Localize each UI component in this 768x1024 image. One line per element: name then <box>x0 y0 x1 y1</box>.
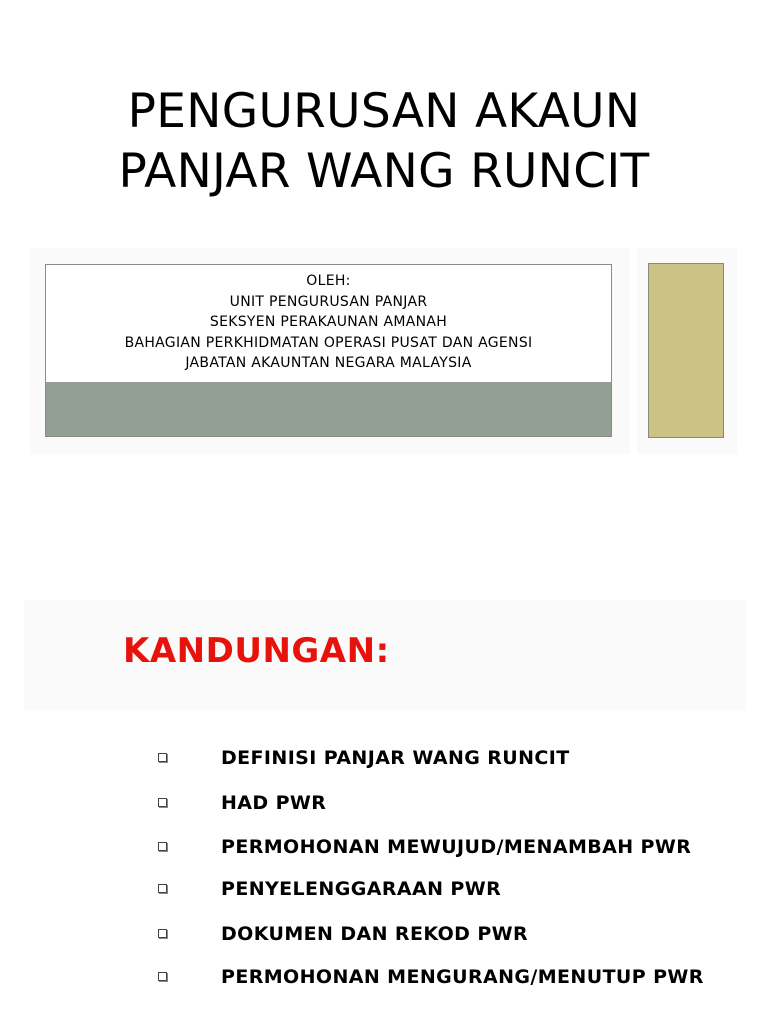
author-line: OLEH: <box>306 273 351 289</box>
author-panel-band <box>46 382 611 436</box>
author-line: SEKSYEN PERAKAUNAN AMANAH <box>209 314 448 330</box>
author-panel <box>45 264 612 437</box>
side-accent-block <box>648 263 724 438</box>
contents-heading: KANDUNGAN: <box>123 631 390 671</box>
author-line: UNIT PENGURUSAN PANJAR <box>229 293 428 310</box>
title-line-2: PANJAR WANG RUNCIT <box>118 144 650 199</box>
hollow-square-bullet-icon <box>158 972 167 981</box>
page-title <box>0 82 768 202</box>
list-item-text: PENYELENGGARAAN PWR <box>221 878 502 900</box>
hollow-square-bullet-icon <box>158 842 167 851</box>
list-item-text: DEFINISI PANJAR WANG RUNCIT <box>221 747 570 769</box>
hollow-square-bullet-icon <box>158 929 167 938</box>
hollow-square-bullet-icon <box>158 753 167 762</box>
author-line: JABATAN AKAUNTAN NEGARA MALAYSIA <box>185 355 472 371</box>
hollow-square-bullet-icon <box>158 884 167 893</box>
hollow-square-bullet-icon <box>158 798 167 807</box>
list-item-text: DOKUMEN DAN REKOD PWR <box>221 923 529 945</box>
author-line: BAHAGIAN PERKHIDMATAN OPERASI PUSAT DAN AGENSI <box>124 334 533 351</box>
list-item-text: PERMOHONAN MEWUJUD/MENAMBAH PWR <box>221 836 692 858</box>
list-item-text: HAD PWR <box>221 792 327 814</box>
title-line-1: PENGURUSAN AKAUN <box>127 84 641 139</box>
list-item-text: PERMOHONAN MENGURANG/MENUTUP PWR <box>221 966 704 988</box>
author-text <box>46 271 611 374</box>
